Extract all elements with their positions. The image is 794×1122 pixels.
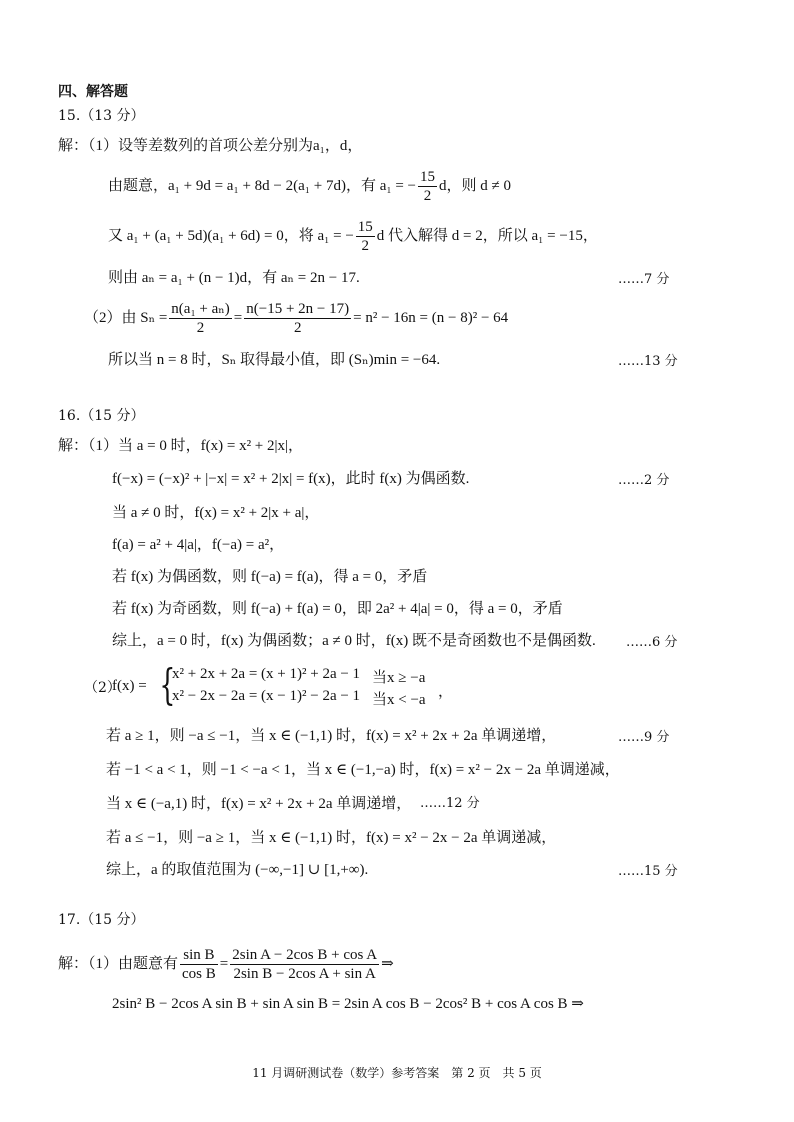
fraction (418, 168, 437, 205)
q15-line5-b: = n² − 16n = (n − 8)² − 64 (353, 309, 509, 326)
fraction-numerator: 15 (357, 219, 373, 235)
q16-part2-label: （2） (84, 680, 121, 696)
q16-line5: 若 f(x) 为偶函数，则 f(−a) = f(a)，得 a = 0，矛盾 (112, 569, 428, 585)
score-mark: ……2 分 (618, 473, 670, 488)
q16-line11: 若 a ≤ −1，则 −a ≥ 1，当 x ∈ (−1,1) 时，f(x) = x² − 2x − 2a 单调递减， (106, 830, 557, 846)
fraction-numerator: sin B (180, 946, 218, 965)
score-mark: ……6 分 (626, 635, 678, 650)
score-mark: ……12 分 (420, 796, 480, 811)
score-mark: ……15 分 (618, 864, 678, 879)
fraction-denominator: 2 (423, 188, 432, 204)
score-mark: ……7 分 (618, 272, 670, 287)
fraction (230, 946, 379, 983)
q15-line2 (108, 168, 511, 205)
q16-header: 16.（15 分） (58, 408, 145, 424)
fraction-numerator: 2sin A − 2cos B + cos A (232, 947, 378, 963)
q16-line4: f(a) = a² + 4|a|，f(−a) = a²， (112, 537, 285, 553)
q16-line3: 当 a ≠ 0 时，f(x) = x² + 2|x + a|， (112, 505, 320, 521)
fraction (356, 218, 375, 255)
trailing-comma: ， (438, 684, 454, 700)
q15-line5-a: （2）由 Sₙ = (84, 309, 168, 326)
q17-line1 (58, 946, 394, 983)
q15-line2-a: 由题意，a₁ + 9d = a₁ + 8d − 2(a₁ + 7d)，有 a₁ = − (108, 177, 417, 194)
section-title: 四、解答题 (58, 84, 128, 100)
brace-icon: { (159, 660, 176, 709)
q16-line12: 综上，a 的取值范围为 (−∞,−1] ∪ [1,+∞). (106, 862, 369, 878)
q15-line1: 解：（1）设等差数列的首项公差分别为a₁，d， (58, 138, 363, 154)
q16-line10: 当 x ∈ (−a,1) 时，f(x) = x² + 2x + 2a 单调递增， (106, 796, 412, 812)
case-1-condition: 当x ≥ −a (372, 670, 426, 686)
q15-line3-b: d 代入解得 d = 2，所以 a₁ = −15， (376, 227, 598, 244)
fraction-numerator: n(−15 + 2n − 17) (246, 301, 350, 317)
case-2-condition: 当x < −a (372, 692, 426, 708)
q15-line6: 所以当 n = 8 时，Sₙ 取得最小值，即 (Sₙ)min = −64. (108, 352, 441, 368)
equals: = (219, 955, 229, 972)
q15-line3 (108, 218, 598, 255)
q15-line5 (84, 300, 508, 337)
fraction-denominator: 2 (361, 238, 370, 254)
q16-line7: 综上，a = 0 时，f(x) 为偶函数；a ≠ 0 时，f(x) 既不是奇函数也不是偶函数. (112, 633, 596, 649)
score-mark: ……13 分 (618, 354, 678, 369)
case-2-expression: x² − 2x − 2a = (x − 1)² − 2a − 1 (172, 688, 361, 704)
equals: = (233, 309, 243, 326)
page-footer: 11 月调研测试卷（数学）参考答案 第 2 页 共 5 页 (252, 1066, 542, 1080)
fraction (169, 300, 231, 337)
implies-arrow: ⇒ (381, 955, 394, 972)
q15-line3-a: 又 a₁ + (a₁ + 5d)(a₁ + 6d) = 0，将 a₁ = − (108, 227, 354, 244)
fraction-numerator: 15 (420, 169, 436, 185)
fraction (244, 300, 351, 337)
fraction-denominator: 2 (293, 320, 302, 336)
q15-line4: 则由 aₙ = a₁ + (n − 1)d，有 aₙ = 2n − 17. (108, 270, 360, 286)
case-1-expression: x² + 2x + 2a = (x + 1)² + 2a − 1 (172, 666, 361, 682)
piecewise-function (112, 660, 612, 710)
q17-header: 17.（15 分） (58, 912, 145, 928)
q16-line6: 若 f(x) 为奇函数，则 f(−a) + f(a) = 0，即 2a² + 4|a| = 0，得 a = 0，矛盾 (112, 601, 563, 617)
q16-line1: 解：（1）当 a = 0 时，f(x) = x² + 2|x|， (58, 438, 304, 454)
function-label: f(x) = (112, 678, 147, 694)
fraction-denominator: cos B (182, 966, 216, 982)
q17-line1-a: 解：（1）由题意有 (58, 955, 179, 972)
fraction-denominator: 2 (196, 320, 205, 336)
q17-line2: 2sin² B − 2cos A sin B + sin A sin B = 2sin A cos B − 2cos² B + cos A cos B ⇒ (112, 996, 584, 1012)
fraction (180, 946, 218, 983)
q15-line2-b: d，则 d ≠ 0 (439, 177, 511, 194)
q16-line9: 若 −1 < a < 1，则 −1 < −a < 1，当 x ∈ (−1,−a) 时，f(x) = x² − 2x − 2a 单调递减， (106, 762, 620, 778)
q15-header: 15.（13 分） (58, 108, 145, 124)
fraction-denominator: 2sin B − 2cos A + sin A (233, 966, 376, 982)
q16-line2: f(−x) = (−x)² + |−x| = x² + 2|x| = f(x)，此时 f(x) 为偶函数. (112, 471, 470, 487)
score-mark: ……9 分 (618, 730, 670, 745)
fraction-numerator: n(a₁ + aₙ) (171, 301, 230, 317)
q16-line8: 若 a ≥ 1，则 −a ≤ −1，当 x ∈ (−1,1) 时，f(x) = x² + 2x + 2a 单调递增， (106, 728, 557, 744)
